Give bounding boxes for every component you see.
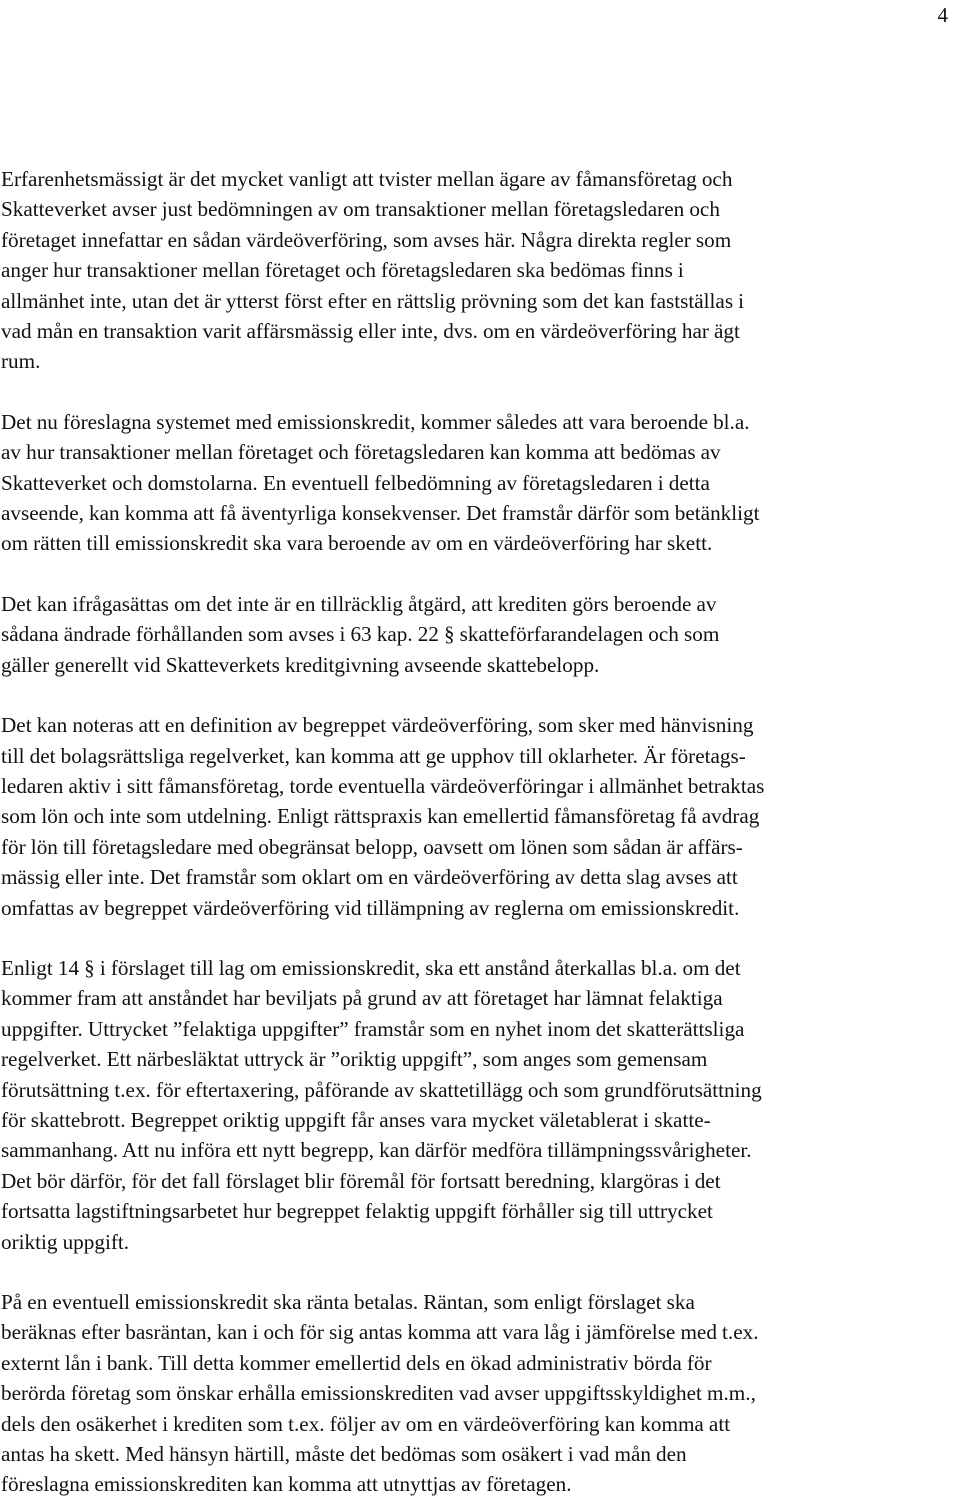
paragraph-line: berörda företag som önskar erhålla emissionskrediten vad avser uppgiftsskyldighet m.m., [1,1381,756,1406]
paragraph-line: Skatteverket avser just bedömningen av om transaktioner mellan företagsledaren och [1,197,720,222]
paragraph-line: uppgifter. Uttrycket ”felaktiga uppgifter” framstår som en nyhet inom det skatterättsliga [1,1016,745,1041]
paragraph-line: till det bolagsrättsliga regelverket, kan komma att ge upphov till oklarheter. Är företags- [1,743,746,768]
paragraph-6 [1,1287,957,1500]
paragraph-line: beräknas efter basräntan, kan i och för sig antas komma att vara låg i jämförelse med t.ex. [1,1320,759,1345]
paragraph-line: om rätten till emissionskredit ska vara beroende av om en värdeöverföring har skett. [1,531,713,556]
paragraph-line: allmänhet inte, utan det är ytterst först efter en rättslig prövning som det kan fastställas i [1,288,745,313]
paragraph-line: föreslagna emissionskrediten kan komma att utnyttjas av företagen. [1,1472,572,1497]
paragraph-line: sammanhang. Att nu införa ett nytt begrepp, kan därför medföra tillämpningssvårigheter. [1,1138,752,1163]
paragraph-line: avseende, kan komma att få äventyrliga konsekvenser. Det framstår därför som betänkligt [1,501,760,526]
paragraph-line: Skatteverket och domstolarna. En eventuell felbedömning av företagsledaren i detta [1,470,710,495]
paragraph-line: som lön och inte som utdelning. Enligt rättspraxis kan emellertid fåmansföretag få avdrag [1,804,760,829]
paragraph-line: förutsättning t.ex. för eftertaxering, påförande av skattetillägg och som grundförutsättning [1,1077,762,1102]
paragraph-line: för lön till företagsledare med obegränsat belopp, oavsett om lönen som sådan är affärs- [1,834,743,859]
paragraph-line: regelverket. Ett närbesläktat uttryck är ”oriktig uppgift”, som anges som gemensam [1,1047,708,1072]
paragraph-line: fortsatta lagstiftningsarbetet hur begreppet felaktig uppgift förhåller sig till uttrycket [1,1199,713,1224]
paragraph-line: Det bör därför, för det fall förslaget blir föremål för fortsatt beredning, klargöras i det [1,1168,721,1193]
paragraph-line: Enligt 14 § i förslaget till lag om emissionskredit, ska ett anstånd återkallas bl.a. om det [1,955,741,980]
paragraph-line: sådana ändrade förhållanden som avses i 63 kap. 22 § skatteförfarandelagen och som [1,622,720,647]
paragraph-line: Erfarenhetsmässigt är det mycket vanligt att tvister mellan ägare av fåmansföretag och [1,167,733,191]
paragraph-line: vad mån en transaktion varit affärsmässig eller inte, dvs. om en värdeöverföring har ägt [1,319,740,344]
paragraph-5 [1,953,957,1257]
paragraph-1 [1,164,957,377]
paragraph-line: antas ha skett. Med hänsyn härtill, måste det bedömas som osäkert i vad mån den [1,1442,687,1467]
paragraph-line: kommer fram att anståndet har beviljats på grund av att företaget har lämnat felaktiga [1,986,723,1011]
paragraph-line: Det nu föreslagna systemet med emissionskredit, kommer således att vara beroende bl.a. [1,409,750,434]
paragraph-line: dels den osäkerhet i krediten som t.ex. följer av om en värdeöverföring kan komma att [1,1411,731,1436]
paragraph-line: ledaren aktiv i sitt fåmansföretag, torde eventuella värdeöverföringar i allmänhet betraktas [1,773,765,798]
paragraph-2 [1,407,957,559]
paragraph-line: Det kan noteras att en definition av begreppet värdeöverföring, som sker med hänvisning [1,713,754,738]
paragraph-3 [1,589,957,680]
paragraph-line: oriktig uppgift. [1,1229,130,1254]
paragraph-line: På en eventuell emissionskredit ska ränta betalas. Räntan, som enligt förslaget ska [1,1290,695,1314]
paragraph-line: mässig eller inte. Det framstår som oklart om en värdeöverföring av detta slag avses att [1,865,738,890]
paragraph-4 [1,710,957,923]
paragraph-line: omfattas av begreppet värdeöverföring vid tillämpning av reglerna om emissionskredit. [1,895,740,920]
paragraph-line: rum. [1,349,41,374]
paragraph-line: gäller generellt vid Skatteverkets kreditgivning avseende skattebelopp. [1,652,600,677]
paragraph-line: för skattebrott. Begreppet oriktig uppgift får anses vara mycket väletablerat i skatte- [1,1107,711,1132]
paragraph-line: externt lån i bank. Till detta kommer emellertid dels en ökad administrativ börda för [1,1350,712,1375]
paragraph-line: av hur transaktioner mellan företaget och företagsledaren kan komma att bedömas av [1,440,721,465]
page-number: 4 [937,3,948,27]
paragraph-line: företaget innefattar en sådan värdeöverföring, som avses här. Några direkta regler som [1,227,732,252]
paragraph-line: Det kan ifrågasättas om det inte är en tillräcklig åtgärd, att krediten görs beroende av [1,591,717,616]
paragraph-line: anger hur transaktioner mellan företaget och företagsledaren ska bedömas finns i [1,258,684,283]
document-body [1,164,957,1500]
